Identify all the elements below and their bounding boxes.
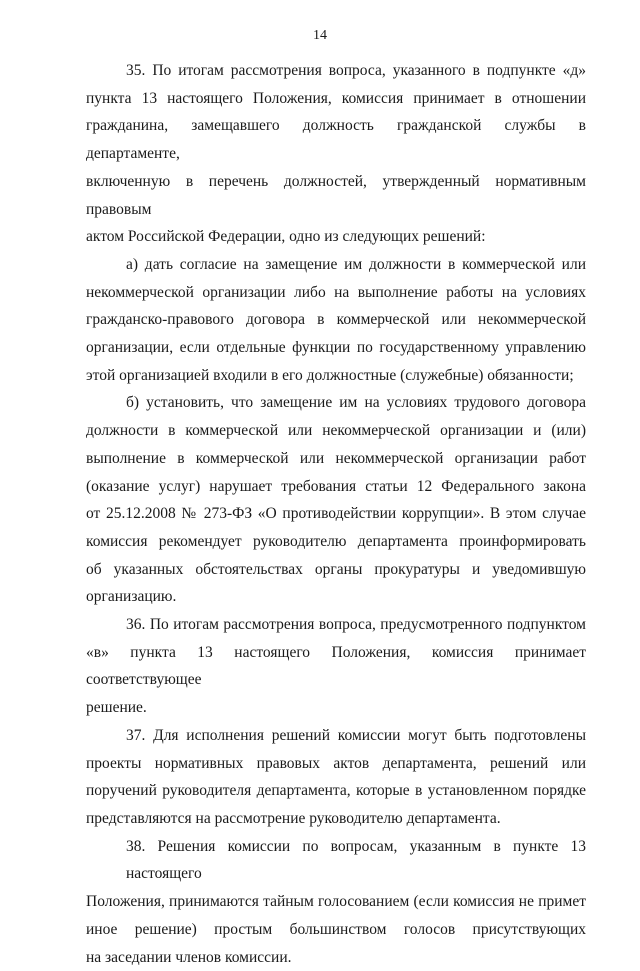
text-line: на заседании членов комиссии.	[86, 944, 586, 971]
paragraph-p35	[86, 57, 586, 251]
text-line: гражданско-правового договора в коммерческой или некоммерческой	[86, 306, 586, 334]
text-line: гражданина, замещавшего должность гражданской службы в департаменте,	[86, 112, 586, 167]
text-line: поручений руководителя департамента, которые в установленном порядке	[86, 777, 586, 805]
text-line: 37. Для исполнения решений комиссии могут быть подготовлены	[86, 722, 586, 750]
text-line: комиссия рекомендует руководителю департамента проинформировать	[86, 528, 586, 556]
paragraph-p35b	[86, 389, 586, 611]
text-line: проекты нормативных правовых актов департамента, решений или	[86, 750, 586, 778]
paragraph-p36	[86, 611, 586, 722]
document-body	[86, 57, 586, 971]
text-line: представляются на рассмотрение руководителю департамента.	[86, 805, 586, 833]
text-line: актом Российской Федерации, одно из следующих решений:	[86, 223, 586, 251]
paragraph-p35a	[86, 251, 586, 390]
text-line: (оказание услуг) нарушает требования статьи 12 Федерального закона	[86, 473, 586, 501]
text-line: 36. По итогам рассмотрения вопроса, предусмотренного подпунктом	[86, 611, 586, 639]
text-line: решение.	[86, 694, 586, 722]
text-line: включенную в перечень должностей, утвержденный нормативным правовым	[86, 168, 586, 223]
text-line: «в» пункта 13 настоящего Положения, комиссия принимает соответствующее	[86, 639, 586, 694]
page-number: 14	[0, 28, 640, 44]
text-line: 38. Решения комиссии по вопросам, указанным в пункте 13 настоящего	[86, 833, 586, 888]
text-line: Положения, принимаются тайным голосованием (если комиссия не примет	[86, 888, 586, 916]
text-line: этой организацией входили в его должностные (служебные) обязанности;	[86, 362, 586, 390]
text-line: об указанных обстоятельствах органы прокуратуры и уведомившую	[86, 556, 586, 584]
text-line: от 25.12.2008 № 273-ФЗ «О противодействии коррупции». В этом случае	[86, 500, 586, 528]
text-line: 35. По итогам рассмотрения вопроса, указанного в подпункте «д»	[86, 57, 586, 85]
text-line: должности в коммерческой или некоммерческой организации и (или)	[86, 417, 586, 445]
paragraph-p37	[86, 722, 586, 833]
text-line: а) дать согласие на замещение им должности в коммерческой или	[86, 251, 586, 279]
text-line: б) установить, что замещение им на условиях трудового договора	[86, 389, 586, 417]
paragraph-p38	[86, 833, 586, 971]
text-line: организацию.	[86, 583, 586, 611]
text-line: организации, если отдельные функции по государственному управлению	[86, 334, 586, 362]
text-line: пункта 13 настоящего Положения, комиссия принимает в отношении	[86, 85, 586, 113]
text-line: иное решение) простым большинством голосов присутствующих	[86, 916, 586, 944]
text-line: выполнение в коммерческой или некоммерческой организации работ	[86, 445, 586, 473]
text-line: некоммерческой организации либо на выполнение работы на условиях	[86, 279, 586, 307]
